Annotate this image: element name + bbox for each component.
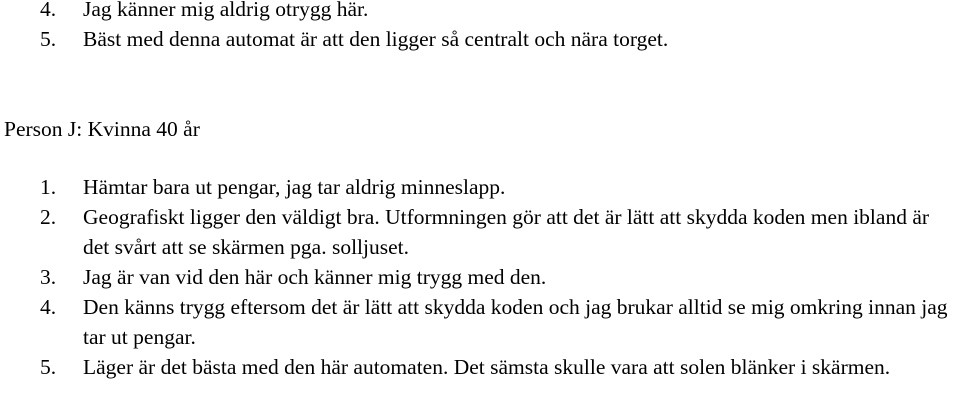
list-item-text: Jag är van vid den här och känner mig trygg med den. xyxy=(83,265,547,289)
list-item-number: 1. xyxy=(40,175,57,199)
section-spacer xyxy=(0,144,959,172)
list-item xyxy=(0,292,959,352)
person-heading: Person J: Kvinna 40 år xyxy=(4,117,200,141)
list-item xyxy=(0,352,959,382)
list-item xyxy=(0,0,959,24)
person-answer-list xyxy=(0,172,959,382)
list-item xyxy=(0,262,959,292)
list-item-text: Geografiskt ligger den väldigt bra. Utformningen gör att det är lätt att skydda koden men ibland är det svårt att se skärmen pga. solljuset. xyxy=(83,205,930,259)
section-spacer xyxy=(0,54,959,114)
list-item-text: Hämtar bara ut pengar, jag tar aldrig minneslapp. xyxy=(83,175,506,199)
list-item-text: Bäst med denna automat är att den ligger så centralt och nära torget. xyxy=(83,27,669,51)
list-item-number: 3. xyxy=(40,265,57,289)
list-item-number: 5. xyxy=(40,27,57,51)
list-item-number: 4. xyxy=(40,295,57,319)
list-item-text: Jag känner mig aldrig otrygg här. xyxy=(83,0,369,21)
list-item-number: 2. xyxy=(40,205,57,229)
list-item-number: 5. xyxy=(40,355,57,379)
list-item xyxy=(0,202,959,262)
list-item xyxy=(0,172,959,202)
previous-answer-list xyxy=(0,0,959,54)
list-item xyxy=(0,24,959,54)
list-item-number: 4. xyxy=(40,0,57,21)
list-item-text: Den känns trygg eftersom det är lätt att skydda koden och jag brukar alltid se mig omkring innan jag tar ut pengar. xyxy=(83,295,948,349)
list-item-text: Läger är det bästa med den här automaten. Det sämsta skulle vara att solen blänker i skärmen. xyxy=(83,355,891,379)
